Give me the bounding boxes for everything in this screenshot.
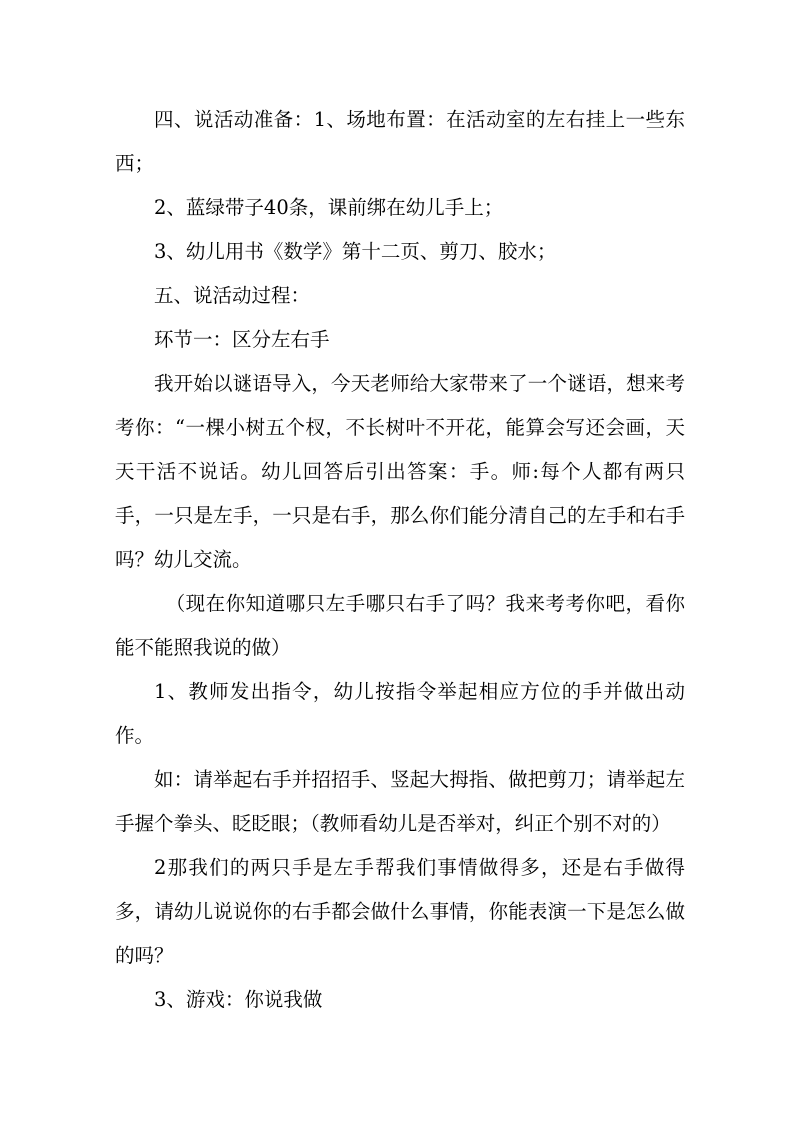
document-body — [115, 98, 685, 1022]
paragraph: 环节一：区分左右手 — [154, 328, 330, 351]
paragraph: 如：请举起右手并招招手、竖起大拇指、做把剪刀；请举起左手握个拳头、眨眨眼；（教师看幼儿是否举对，纠正个别不对的） — [115, 768, 685, 835]
paragraph: 2那我们的两只手是左手帮我们事情做得多，还是右手做得多，请幼儿说说你的右手都会做什么事情，你能表演一下是怎么做的吗？ — [115, 856, 685, 967]
paragraph: 我开始以谜语导入，今天老师给大家带来了一个谜语，想来考考你：“一棵小树五个杈，不长树叶不开花，能算会写还会画，天天干活不说话。幼儿回答后引出答案：手。师:每个人都有两只手，一只是左手，一只是右手，那么你们能分清自己的左手和右手吗？幼儿交流。 — [115, 372, 685, 571]
paragraph: 2、蓝绿带子40条，课前绑在幼儿手上； — [154, 196, 504, 219]
paragraph: 3、幼儿用书《数学》第十二页、剪刀、胶水； — [154, 240, 557, 263]
paragraph: 1、教师发出指令，幼儿按指令举起相应方位的手并做出动作。 — [115, 680, 685, 747]
paragraph: 3、游戏：你说我做 — [154, 988, 323, 1011]
paragraph: 五、说活动过程： — [154, 284, 311, 307]
paragraph: （现在你知道哪只左手哪只右手了吗？我来考考你吧，看你能不能照我说的做） — [115, 592, 685, 659]
paragraph: 四、说活动准备：1、场地布置：在活动室的左右挂上一些东西； — [115, 108, 685, 175]
